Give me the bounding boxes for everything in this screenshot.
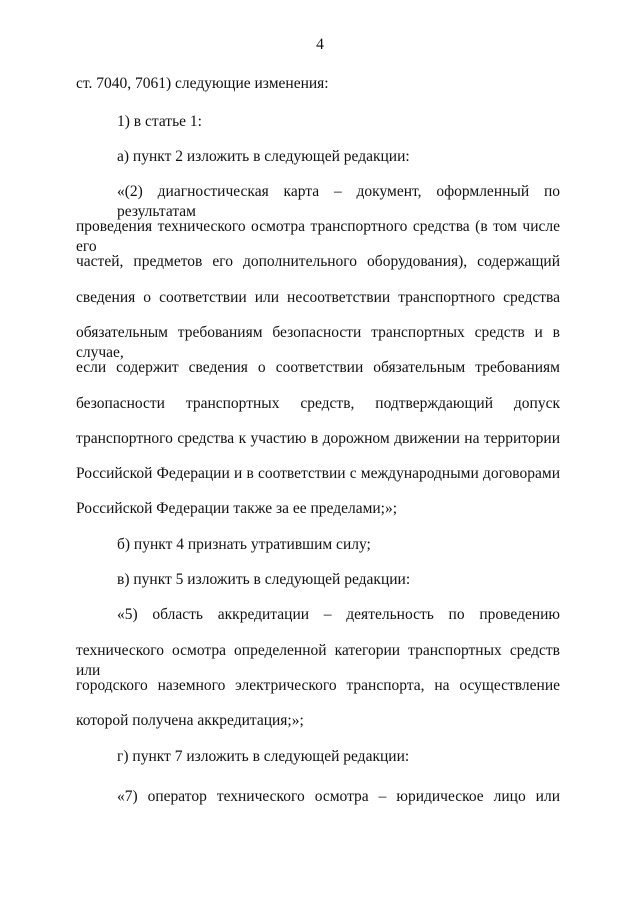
text-line: ст. 7040, 7061) следующие изменения:	[76, 75, 329, 92]
text-line: в) пункт 5 изложить в следующей редакции:	[117, 571, 411, 588]
text-line: которой получена аккредитация;»;	[76, 712, 304, 729]
text-line: «5) область аккредитации – деятельность по проведению	[117, 606, 560, 623]
text-line: Российской Федерации также за ее пределами;»;	[76, 500, 398, 517]
text-line: безопасности транспортных средств, подтверждающий допуск	[76, 395, 560, 412]
text-line: городского наземного электрического транспорта, на осуществление	[76, 677, 560, 694]
text-line: г) пункт 7 изложить в следующей редакции:	[117, 748, 410, 765]
text-line: если содержит сведения о соответствии обязательным требованиям	[76, 359, 560, 376]
text-line: 1) в статье 1:	[117, 113, 202, 130]
text-line: сведения о соответствии или несоответствии транспортного средства	[76, 289, 560, 306]
text-line: частей, предметов его дополнительного оборудования), содержащий	[76, 253, 560, 270]
text-line: транспортного средства к участию в дорожном движении на территории	[76, 430, 560, 447]
text-line: Российской Федерации и в соответствии с международными договорами	[76, 465, 560, 482]
page-number: 4	[316, 36, 324, 53]
text-line: технического осмотра определенной категории транспортных средств или	[76, 642, 560, 679]
text-line: обязательным требованиям безопасности транспортных средств и в случае,	[76, 324, 560, 361]
text-line: проведения технического осмотра транспортного средства (в том числе его	[76, 218, 560, 255]
text-line: а) пункт 2 изложить в следующей редакции:	[117, 148, 410, 165]
text-line: «(2) диагностическая карта – документ, оформленный по результатам	[117, 183, 560, 220]
text-line: б) пункт 4 признать утратившим силу;	[117, 536, 371, 553]
text-line: «7) оператор технического осмотра – юридическое лицо или	[117, 788, 560, 805]
